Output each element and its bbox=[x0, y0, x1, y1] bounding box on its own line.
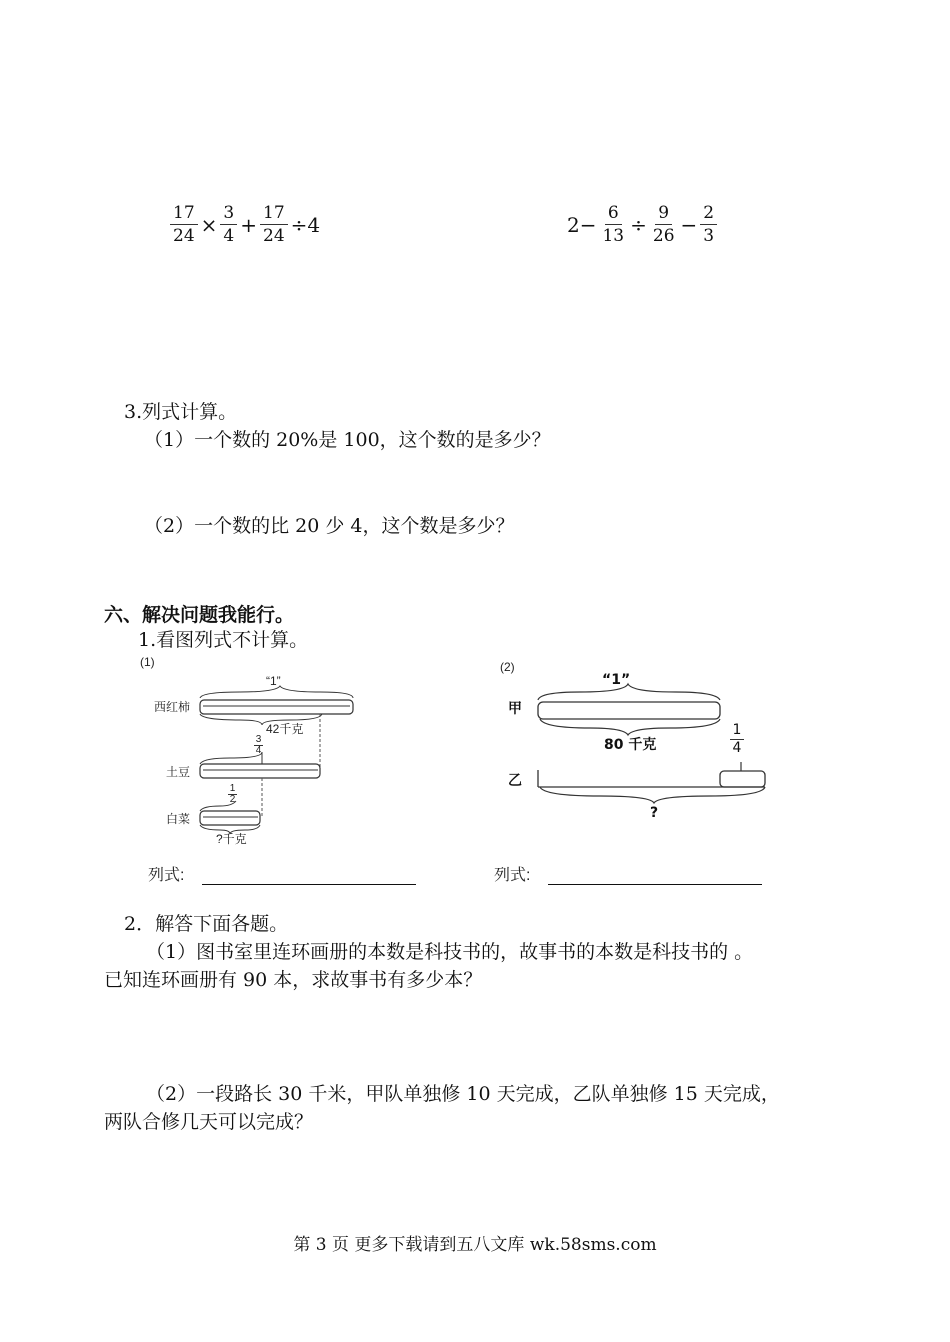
operator: 2− bbox=[567, 212, 597, 237]
brace-top bbox=[538, 684, 720, 700]
section-3-title: 3.列式计算。 bbox=[124, 401, 238, 423]
operator: ÷4 bbox=[290, 212, 321, 237]
fraction: $\frac{6}{13}$ bbox=[602, 203, 625, 246]
brace-80kg bbox=[540, 719, 720, 735]
fraction: $\frac{9}{26}$ bbox=[652, 203, 675, 246]
label-jia: 甲 bbox=[508, 701, 522, 717]
section-6-heading: 六、解决问题我能行。 bbox=[104, 604, 295, 626]
bar-jia bbox=[538, 702, 720, 719]
fraction-three-quarters: 3 4 bbox=[255, 734, 262, 756]
operator: × bbox=[200, 212, 218, 237]
page-footer: 第 3 页 更多下载请到五八文库 wk.58sms.com bbox=[293, 1235, 657, 1255]
diagram-1-tag: (1) bbox=[140, 655, 155, 669]
fraction: $\frac{17}{24}$ bbox=[260, 204, 288, 245]
label-one: “1” bbox=[602, 672, 631, 688]
formula-label: 列式: bbox=[148, 867, 185, 884]
label-one: “1” bbox=[266, 674, 281, 688]
label-potato: 土豆 bbox=[166, 765, 191, 779]
label-80kg: 80 千克 bbox=[604, 737, 657, 753]
fraction: $\frac{2}{3}$ bbox=[700, 204, 717, 245]
label-42kg: 42千克 bbox=[266, 722, 304, 736]
formula-label: 列式: bbox=[494, 867, 531, 884]
problem-2-line-2: 两队合修几天可以完成？ bbox=[104, 1111, 314, 1133]
formula-line-2 bbox=[494, 862, 762, 885]
fraction-one-quarter: 1 4 bbox=[730, 722, 744, 757]
problem-1-line-1: （1）图书室里连环画册的本数是科技书的，故事书的本数是科技书的 。 bbox=[146, 941, 754, 963]
question-1: （1）一个数的 20%是 100，这个数的是多少？ bbox=[144, 429, 551, 451]
fraction: $\frac{17}{24}$ bbox=[170, 204, 198, 245]
bar-yi-extra bbox=[720, 771, 765, 787]
fraction: $\frac{3}{4}$ bbox=[220, 204, 237, 245]
operator: ÷ bbox=[630, 212, 647, 237]
label-cabbage: 白菜 bbox=[166, 812, 191, 826]
diagram-2-tag: (2) bbox=[500, 660, 515, 674]
brace-unknown bbox=[540, 787, 765, 803]
problem-2-line-1: （2）一段路长 30 千米，甲队单独修 10 天完成，乙队单独修 15 天完成， bbox=[146, 1083, 780, 1105]
problem-1-line-2: 已知连环画册有 90 本，求故事书有多少本？ bbox=[104, 969, 483, 991]
label-yi: 乙 bbox=[508, 773, 522, 789]
label-unknown: ? bbox=[650, 805, 659, 821]
operator: − bbox=[680, 212, 698, 237]
answer-blank[interactable] bbox=[548, 866, 762, 885]
sub-heading-1: 1.看图列式不计算。 bbox=[138, 629, 309, 651]
fraction-one-half: 1 2 bbox=[229, 783, 236, 805]
question-2: （2）一个数的比 20 少 4，这个数是多少？ bbox=[144, 515, 515, 537]
sub-heading-2: 2．解答下面各题。 bbox=[124, 913, 289, 935]
label-unknown-kg: ?千克 bbox=[216, 832, 247, 846]
operator: + bbox=[240, 212, 257, 237]
label-tomato: 西红柿 bbox=[154, 700, 191, 714]
